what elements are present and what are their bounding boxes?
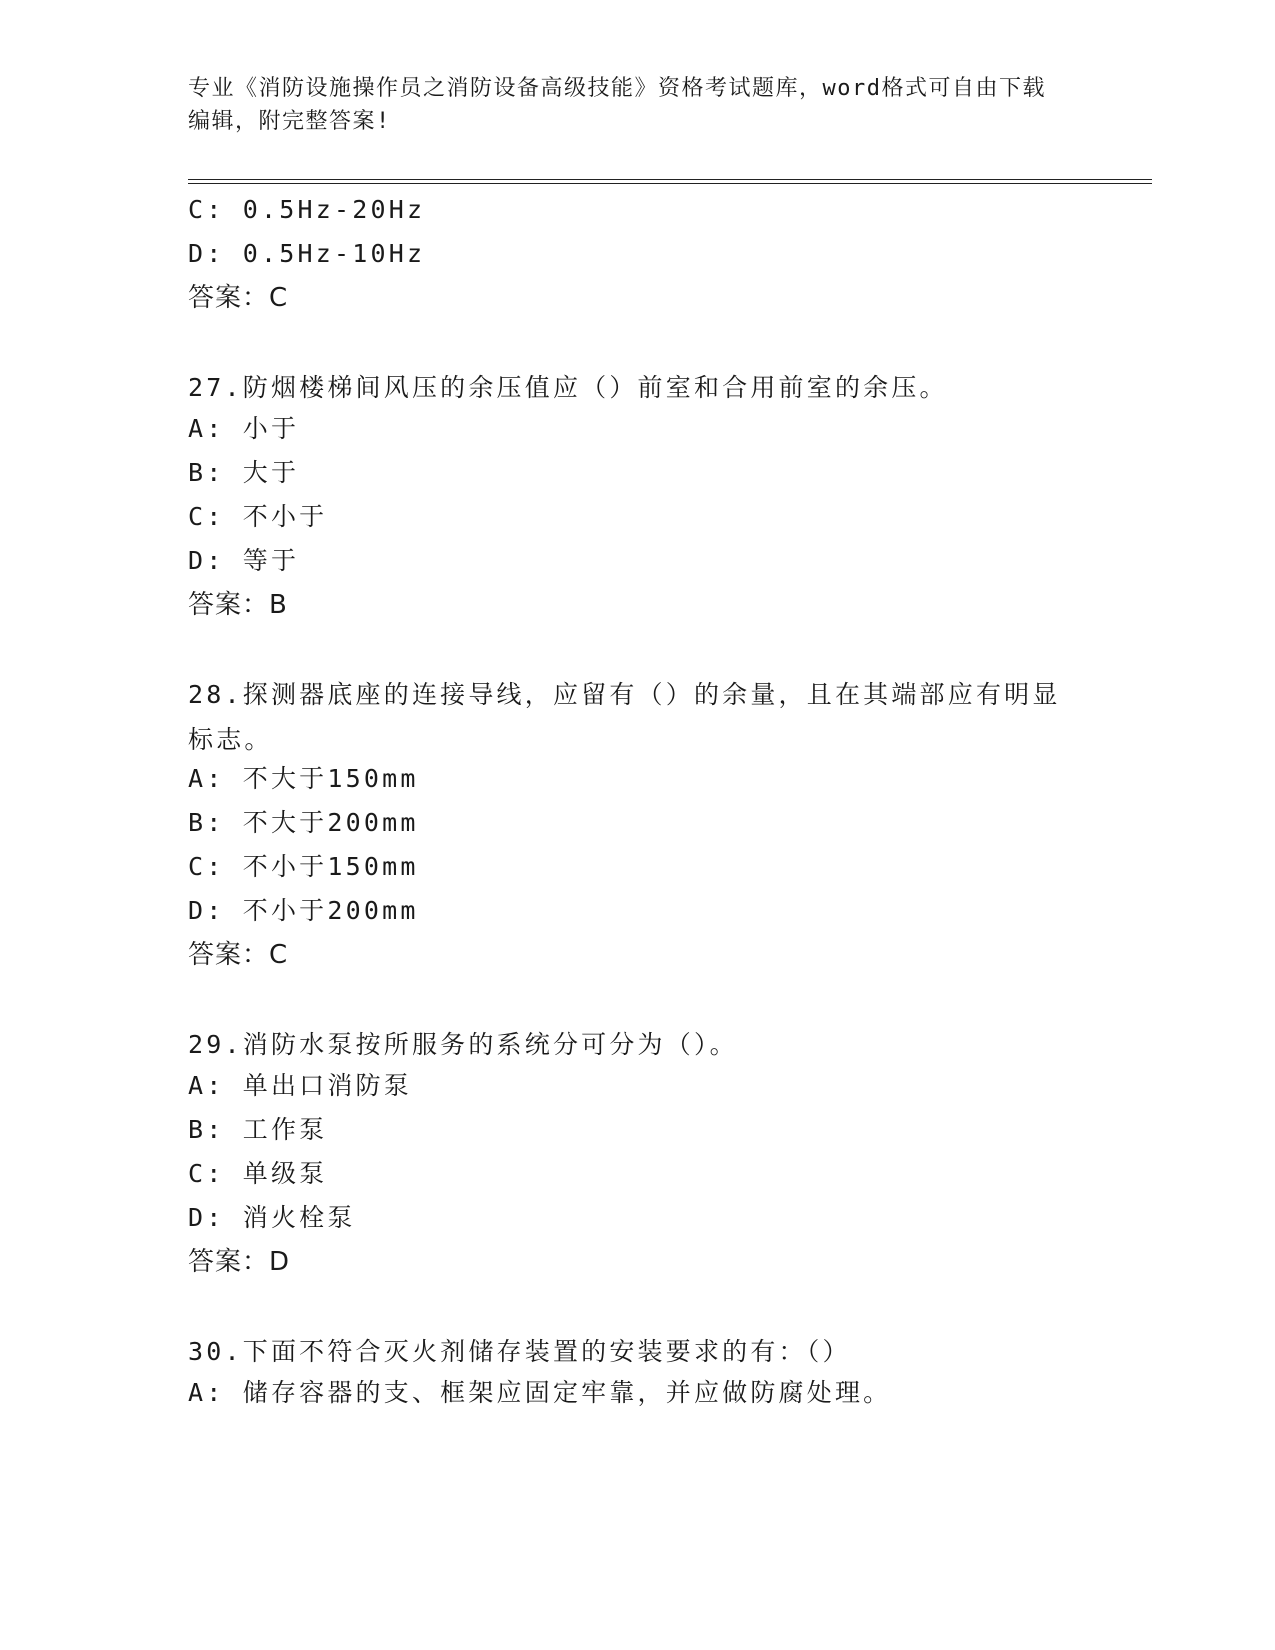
option-c: C: 0.5Hz-20Hz [188,195,426,224]
question-stem: 27.防烟楼梯间风压的余压值应（）前室和合用前室的余压。 [188,373,948,402]
option-d: D: 消火栓泵 [188,1203,356,1232]
option-c: C: 单级泵 [188,1159,328,1188]
option-c: C: 不小于 [188,502,328,531]
question-stem: 30.下面不符合灭火剂储存装置的安装要求的有：（） [188,1337,851,1366]
option-b: B: 工作泵 [188,1115,328,1144]
option-a: A: 不大于150mm [188,764,419,793]
option-d: D: 不小于200mm [188,896,419,925]
question-stem: 29.消防水泵按所服务的系统分可分为（）。 [188,1030,738,1059]
option-c: C: 不小于150mm [188,852,419,881]
document-header: 专业《消防设施操作员之消防设备高级技能》资格考试题库，word格式可自由下载编辑，附完整答案! [188,76,1046,134]
answer: 答案：C [188,940,289,970]
option-b: B: 大于 [188,458,300,487]
option-a: A: 储存容器的支、框架应固定牢靠，并应做防腐处理。 [188,1378,892,1407]
option-d: D: 等于 [188,546,300,575]
header-divider-bottom [188,183,1152,184]
question-stem: 28.探测器底座的连接导线，应留有（）的余量，且在其端部应有明显标志。 [188,680,1061,754]
answer: 答案：D [188,1247,291,1277]
option-a: A: 单出口消防泵 [188,1071,412,1100]
answer: 答案：B [188,590,288,620]
answer: 答案：C [188,283,289,313]
header-divider-top [188,179,1152,180]
option-d: D: 0.5Hz-10Hz [188,239,426,268]
option-b: B: 不大于200mm [188,808,419,837]
option-a: A: 小于 [188,414,300,443]
